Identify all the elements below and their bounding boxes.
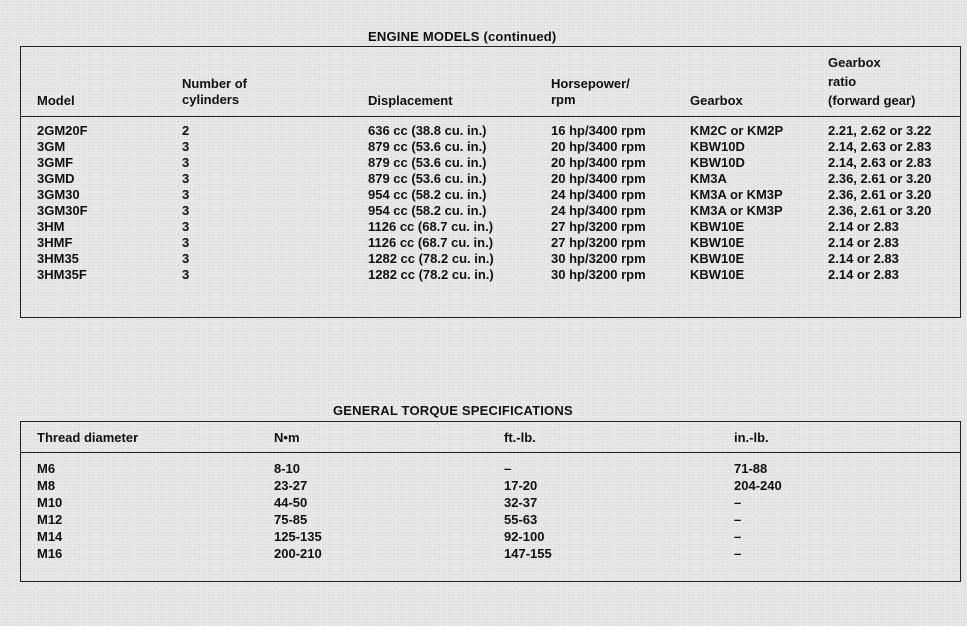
header-ratio-line2: ratio — [828, 74, 857, 89]
cell-model: 3GM — [37, 139, 66, 154]
cell-cylinders: 3 — [182, 171, 190, 186]
cell-displacement: 879 cc (53.6 cu. in.) — [368, 155, 487, 170]
cell-ftlb: 147-155 — [504, 546, 552, 561]
cell-gearbox: KM3A — [690, 171, 727, 186]
cell-ftlb: – — [504, 461, 512, 476]
cell-hp: 27 hp/3200 rpm — [551, 219, 646, 234]
cell-displacement: 954 cc (58.2 cu. in.) — [368, 203, 487, 218]
cell-gearbox: KBW10E — [690, 235, 745, 250]
cell-hp: 27 hp/3200 rpm — [551, 235, 646, 250]
cell-hp: 16 hp/3400 rpm — [551, 123, 646, 138]
header-hp-line2: rpm — [551, 92, 576, 107]
cell-gearbox: KBW10E — [690, 219, 745, 234]
cell-cylinders: 3 — [182, 235, 190, 250]
cell-ftlb: 17-20 — [504, 478, 538, 493]
header-cylinders-line2: cylinders — [182, 92, 240, 107]
cell-thread: M14 — [37, 529, 63, 544]
cell-hp: 20 hp/3400 rpm — [551, 171, 646, 186]
cell-inlb: 71-88 — [734, 461, 768, 476]
cell-model: 3HM — [37, 219, 65, 234]
cell-gearbox: KM3A or KM3P — [690, 203, 783, 218]
cell-inlb: – — [734, 512, 742, 527]
cell-hp: 20 hp/3400 rpm — [551, 155, 646, 170]
cell-hp: 30 hp/3200 rpm — [551, 251, 646, 266]
cell-thread: M10 — [37, 495, 63, 510]
cell-cylinders: 3 — [182, 139, 190, 154]
cell-model: 3GMF — [37, 155, 74, 170]
engine-table-header-divider — [20, 116, 961, 117]
cell-displacement: 1126 cc (68.7 cu. in.) — [368, 219, 494, 234]
header-model: Model — [37, 93, 75, 108]
cell-ratio: 2.36, 2.61 or 3.20 — [828, 187, 932, 202]
torque-table-title: GENERAL TORQUE SPECIFICATIONS — [333, 403, 573, 418]
cell-nm: 75-85 — [274, 512, 308, 527]
cell-cylinders: 3 — [182, 219, 190, 234]
cell-model: 3HM35 — [37, 251, 79, 266]
header-ftlb: ft.-lb. — [504, 430, 536, 445]
header-thread-diameter: Thread diameter — [37, 430, 139, 445]
header-cylinders-line1: Number of — [182, 76, 247, 91]
cell-model: 2GM20F — [37, 123, 88, 138]
cell-displacement: 1126 cc (68.7 cu. in.) — [368, 235, 494, 250]
cell-displacement: 1282 cc (78.2 cu. in.) — [368, 267, 494, 282]
header-nm: N•m — [274, 430, 300, 445]
cell-inlb: 204-240 — [734, 478, 782, 493]
cell-cylinders: 3 — [182, 155, 190, 170]
cell-ratio: 2.14 or 2.83 — [828, 267, 899, 282]
cell-thread: M16 — [37, 546, 63, 561]
header-ratio-line3: (forward gear) — [828, 93, 916, 108]
cell-gearbox: KM3A or KM3P — [690, 187, 783, 202]
header-hp-line1: Horsepower/ — [551, 76, 630, 91]
cell-thread: M8 — [37, 478, 56, 493]
header-gearbox: Gearbox — [690, 93, 743, 108]
cell-inlb: – — [734, 529, 742, 544]
cell-thread: M6 — [37, 461, 56, 476]
cell-cylinders: 3 — [182, 187, 190, 202]
header-displacement: Displacement — [368, 93, 453, 108]
cell-cylinders: 2 — [182, 123, 190, 138]
cell-ftlb: 55-63 — [504, 512, 538, 527]
cell-ratio: 2.14, 2.63 or 2.83 — [828, 155, 932, 170]
cell-ftlb: 92-100 — [504, 529, 545, 544]
cell-gearbox: KBW10E — [690, 251, 745, 266]
cell-thread: M12 — [37, 512, 63, 527]
cell-displacement: 879 cc (53.6 cu. in.) — [368, 171, 487, 186]
cell-ratio: 2.36, 2.61 or 3.20 — [828, 171, 932, 186]
cell-displacement: 954 cc (58.2 cu. in.) — [368, 187, 487, 202]
cell-ratio: 2.14 or 2.83 — [828, 235, 899, 250]
torque-table-header-divider — [20, 452, 961, 453]
torque-table — [20, 421, 961, 582]
cell-cylinders: 3 — [182, 251, 190, 266]
header-ratio-line1: Gearbox — [828, 55, 881, 70]
cell-model: 3GM30 — [37, 187, 80, 202]
cell-ratio: 2.36, 2.61 or 3.20 — [828, 203, 932, 218]
cell-gearbox: KBW10D — [690, 155, 745, 170]
cell-model: 3HMF — [37, 235, 73, 250]
cell-ftlb: 32-37 — [504, 495, 538, 510]
cell-nm: 8-10 — [274, 461, 301, 476]
cell-displacement: 879 cc (53.6 cu. in.) — [368, 139, 487, 154]
cell-hp: 24 hp/3400 rpm — [551, 203, 646, 218]
cell-hp: 20 hp/3400 rpm — [551, 139, 646, 154]
cell-ratio: 2.14 or 2.83 — [828, 219, 899, 234]
cell-model: 3GM30F — [37, 203, 88, 218]
cell-displacement: 636 cc (38.8 cu. in.) — [368, 123, 487, 138]
cell-ratio: 2.21, 2.62 or 3.22 — [828, 123, 932, 138]
cell-hp: 30 hp/3200 rpm — [551, 267, 646, 282]
cell-ratio: 2.14 or 2.83 — [828, 251, 899, 266]
cell-hp: 24 hp/3400 rpm — [551, 187, 646, 202]
cell-nm: 125-135 — [274, 529, 322, 544]
cell-model: 3GMD — [37, 171, 75, 186]
cell-gearbox: KBW10D — [690, 139, 745, 154]
cell-gearbox: KBW10E — [690, 267, 745, 282]
engine-table-title: ENGINE MODELS (continued) — [368, 29, 557, 44]
cell-nm: 200-210 — [274, 546, 322, 561]
cell-nm: 44-50 — [274, 495, 308, 510]
header-inlb: in.-lb. — [734, 430, 769, 445]
cell-inlb: – — [734, 495, 742, 510]
cell-displacement: 1282 cc (78.2 cu. in.) — [368, 251, 494, 266]
cell-ratio: 2.14, 2.63 or 2.83 — [828, 139, 932, 154]
cell-inlb: – — [734, 546, 742, 561]
cell-model: 3HM35F — [37, 267, 87, 282]
cell-nm: 23-27 — [274, 478, 308, 493]
cell-gearbox: KM2C or KM2P — [690, 123, 784, 138]
cell-cylinders: 3 — [182, 267, 190, 282]
cell-cylinders: 3 — [182, 203, 190, 218]
